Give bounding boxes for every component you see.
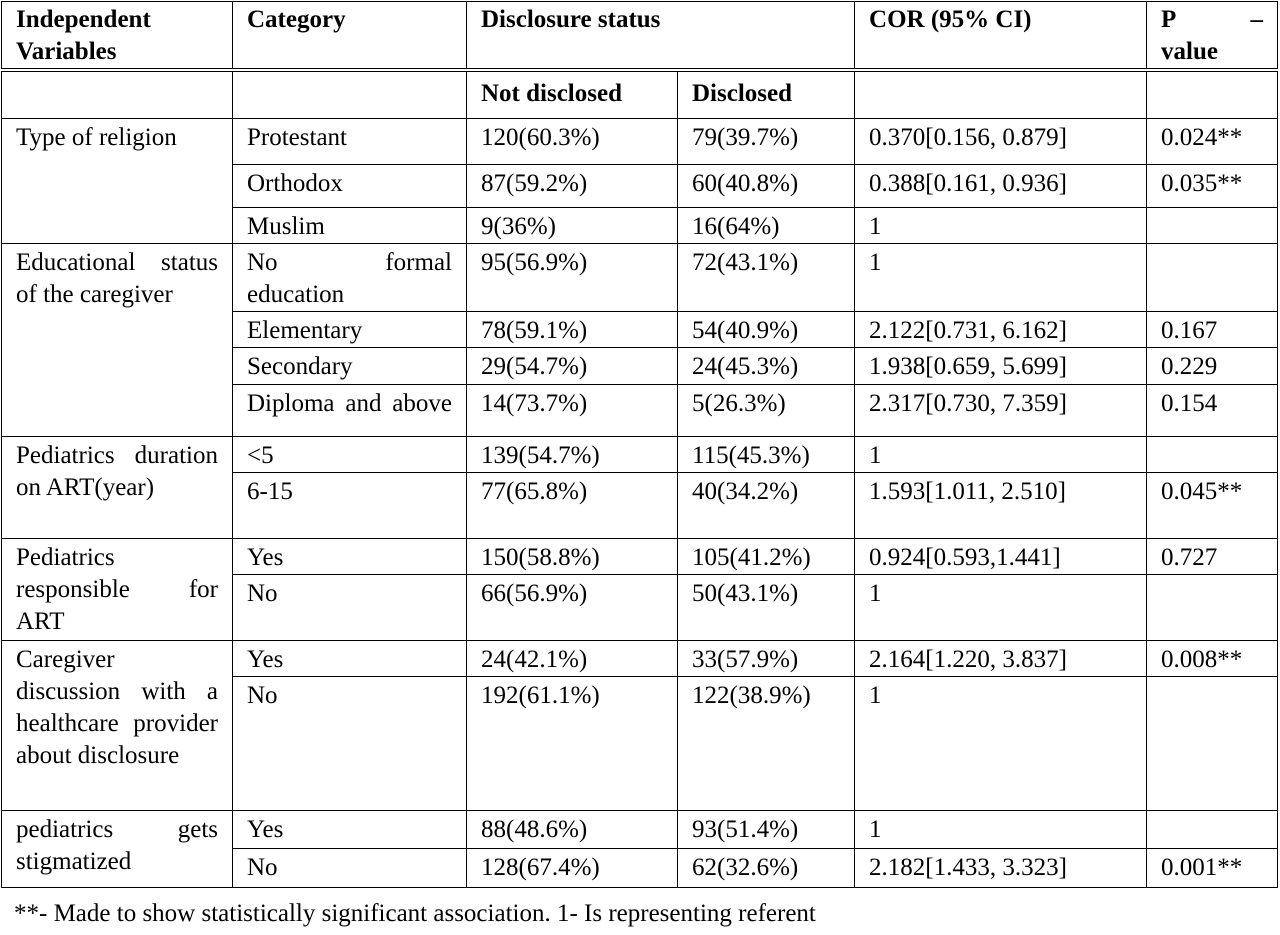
variable-cell: Caregiver discussion with a healthcare provider about disclosure (2, 641, 233, 811)
disclosed-cell: 62(32.6%) (678, 849, 855, 888)
cor-cell: 0.370[0.156, 0.879] (855, 119, 1147, 165)
cor-cell: 1 (855, 244, 1147, 312)
not-disclosed-cell: 14(73.7%) (467, 385, 678, 437)
not-disclosed-cell: 120(60.3%) (467, 119, 678, 165)
header-p-label: P (1161, 6, 1177, 33)
variable-cell: Pediatrics duration on ART(year) (2, 437, 233, 539)
results-table (1, 1, 1278, 888)
subheader-empty-1 (2, 70, 233, 119)
cor-cell: 2.182[1.433, 3.323] (855, 849, 1147, 888)
cor-cell: 2.317[0.730, 7.359] (855, 385, 1147, 437)
category-cell: Yes (233, 539, 467, 575)
not-disclosed-cell: 78(59.1%) (467, 312, 678, 348)
cor-cell: 1 (855, 437, 1147, 473)
category-cell: No (233, 575, 467, 641)
subheader-empty-4 (1147, 70, 1278, 119)
p-value-cell (1147, 575, 1278, 641)
header-row (2, 2, 1278, 71)
subheader-empty-3 (855, 70, 1147, 119)
not-disclosed-cell: 29(54.7%) (467, 348, 678, 385)
cor-cell: 1 (855, 811, 1147, 849)
subheader-disclosed: Disclosed (678, 70, 855, 119)
disclosed-cell: 79(39.7%) (678, 119, 855, 165)
p-value-cell: 0.024** (1147, 119, 1278, 165)
cor-cell: 1 (855, 208, 1147, 244)
p-value-cell (1147, 677, 1278, 811)
header-p-value (1147, 2, 1278, 71)
category-cell: Muslim (233, 208, 467, 244)
disclosed-cell: 33(57.9%) (678, 641, 855, 677)
disclosed-cell: 93(51.4%) (678, 811, 855, 849)
category-cell: Diploma and above (233, 385, 467, 437)
category-cell: Orthodox (233, 165, 467, 208)
p-value-cell: 0.001** (1147, 849, 1278, 888)
header-cor: COR (95% CI) (855, 2, 1147, 71)
disclosed-cell: 40(34.2%) (678, 473, 855, 539)
header-p-dash: – (1250, 6, 1264, 33)
p-value-cell: 0.045** (1147, 473, 1278, 539)
p-value-cell: 0.167 (1147, 312, 1278, 348)
table-row (2, 437, 1278, 473)
not-disclosed-cell: 66(56.9%) (467, 575, 678, 641)
header-category: Category (233, 2, 467, 71)
subheader-row (2, 70, 1278, 119)
not-disclosed-cell: 77(65.8%) (467, 473, 678, 539)
cor-cell: 1 (855, 677, 1147, 811)
footnote: **- Made to show statistically significant association. 1- Is representing referent (14, 900, 816, 927)
category-cell: No formal education (233, 244, 467, 312)
disclosed-cell: 105(41.2%) (678, 539, 855, 575)
not-disclosed-cell: 139(54.7%) (467, 437, 678, 473)
cor-cell: 1.938[0.659, 5.699] (855, 348, 1147, 385)
not-disclosed-cell: 24(42.1%) (467, 641, 678, 677)
cor-cell: 2.164[1.220, 3.837] (855, 641, 1147, 677)
table-row (2, 244, 1278, 312)
cor-cell: 0.388[0.161, 0.936] (855, 165, 1147, 208)
cor-cell: 2.122[0.731, 6.162] (855, 312, 1147, 348)
subheader-not-disclosed: Not disclosed (467, 70, 678, 119)
table-row (2, 641, 1278, 677)
not-disclosed-cell: 128(67.4%) (467, 849, 678, 888)
p-value-cell (1147, 437, 1278, 473)
p-value-cell: 0.035** (1147, 165, 1278, 208)
cor-cell: 0.924[0.593,1.441] (855, 539, 1147, 575)
variable-cell: pediatrics gets stigmatized (2, 811, 233, 888)
disclosed-cell: 60(40.8%) (678, 165, 855, 208)
disclosed-cell: 54(40.9%) (678, 312, 855, 348)
variable-cell: Pediatrics responsible for ART (2, 539, 233, 641)
cor-cell: 1 (855, 575, 1147, 641)
p-value-cell (1147, 811, 1278, 849)
p-value-cell: 0.229 (1147, 348, 1278, 385)
disclosed-cell: 115(45.3%) (678, 437, 855, 473)
table-row (2, 119, 1278, 165)
table-row (2, 811, 1278, 849)
not-disclosed-cell: 9(36%) (467, 208, 678, 244)
p-value-cell: 0.727 (1147, 539, 1278, 575)
not-disclosed-cell: 192(61.1%) (467, 677, 678, 811)
category-cell: <5 (233, 437, 467, 473)
subheader-empty-2 (233, 70, 467, 119)
disclosed-cell: 50(43.1%) (678, 575, 855, 641)
category-cell: No (233, 849, 467, 888)
header-disclosure-status: Disclosure status (467, 2, 855, 71)
disclosed-cell: 122(38.9%) (678, 677, 855, 811)
category-cell: Elementary (233, 312, 467, 348)
disclosed-cell: 72(43.1%) (678, 244, 855, 312)
p-value-cell (1147, 208, 1278, 244)
category-cell: Yes (233, 811, 467, 849)
not-disclosed-cell: 87(59.2%) (467, 165, 678, 208)
cor-cell: 1.593[1.011, 2.510] (855, 473, 1147, 539)
variable-cell: Educational status of the caregiver (2, 244, 233, 437)
category-cell: Secondary (233, 348, 467, 385)
table-row (2, 539, 1278, 575)
p-value-cell: 0.154 (1147, 385, 1278, 437)
disclosed-cell: 16(64%) (678, 208, 855, 244)
disclosed-cell: 5(26.3%) (678, 385, 855, 437)
header-independent-variables: Independent Variables (2, 2, 233, 71)
p-value-cell: 0.008** (1147, 641, 1278, 677)
variable-cell: Type of religion (2, 119, 233, 244)
disclosed-cell: 24(45.3%) (678, 348, 855, 385)
header-value-label: value (1161, 38, 1218, 65)
category-cell: Yes (233, 641, 467, 677)
category-cell: 6-15 (233, 473, 467, 539)
p-value-cell (1147, 244, 1278, 312)
not-disclosed-cell: 150(58.8%) (467, 539, 678, 575)
not-disclosed-cell: 95(56.9%) (467, 244, 678, 312)
category-cell: No (233, 677, 467, 811)
category-cell: Protestant (233, 119, 467, 165)
not-disclosed-cell: 88(48.6%) (467, 811, 678, 849)
